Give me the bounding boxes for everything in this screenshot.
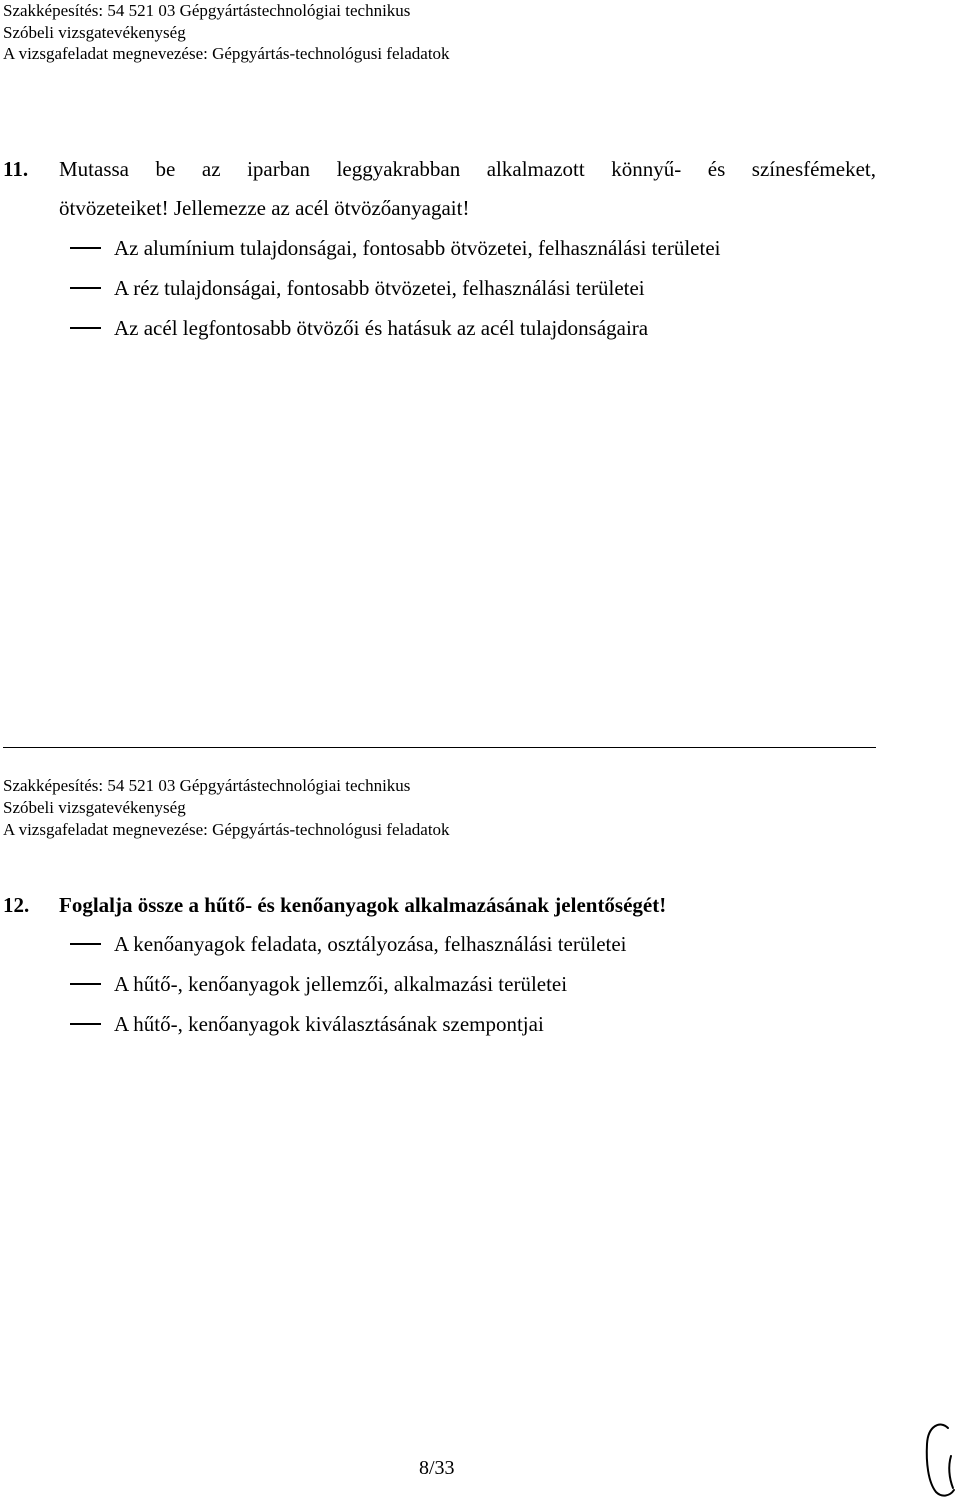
page-divider — [3, 747, 876, 748]
dash-marker — [70, 983, 101, 985]
header-line-qualification: Szakképesítés: 54 521 03 Gépgyártástechnológiai technikus — [3, 776, 411, 795]
q11-number: 11. — [3, 157, 29, 181]
q11-bullet-3: Az acél legfontosabb ötvözői és hatásuk az acél tulajdonságaira — [70, 314, 648, 342]
q12-number: 12. — [3, 893, 30, 917]
q11-bullet-2: A réz tulajdonságai, fontosabb ötvözetei, felhasználási területei — [70, 274, 645, 302]
header-line-qualification: Szakképesítés: 54 521 03 Gépgyártástechnológiai technikus — [3, 1, 411, 20]
dash-marker — [70, 287, 101, 289]
page-number: 8/33 — [419, 1457, 455, 1479]
q11-title-line1: Mutassa be az iparban leggyakrabban alkalmazott könnyű- és színesfémeket, — [59, 157, 876, 181]
q12-bullet-1: A kenőanyagok feladata, osztályozása, felhasználási területei — [70, 930, 627, 958]
q11-bullet-1: Az alumínium tulajdonságai, fontosabb ötvözetei, felhasználási területei — [70, 234, 720, 262]
dash-marker — [70, 943, 101, 945]
q12-bullet-2: A hűtő-, kenőanyagok jellemzői, alkalmazási területei — [70, 970, 567, 998]
q12-bullet-3: A hűtő-, kenőanyagok kiválasztásának szempontjai — [70, 1010, 544, 1038]
q12-title: Foglalja össze a hűtő- és kenőanyagok alkalmazásának jelentőségét! — [59, 893, 667, 917]
header-line-task-name: A vizsgafeladat megnevezése: Gépgyártás-technológusi feladatok — [3, 44, 450, 63]
dash-marker — [70, 327, 101, 329]
header-line-task-name: A vizsgafeladat megnevezése: Gépgyártás-technológusi feladatok — [3, 820, 450, 839]
header-line-activity: Szóbeli vizsgatevékenység — [3, 798, 186, 817]
signature-mark — [918, 1420, 958, 1500]
dash-marker — [70, 1023, 101, 1025]
dash-marker — [70, 247, 101, 249]
header-line-activity: Szóbeli vizsgatevékenység — [3, 23, 186, 42]
q11-title-line2: ötvözeteiket! Jellemezze az acél ötvözőanyagait! — [59, 196, 470, 220]
